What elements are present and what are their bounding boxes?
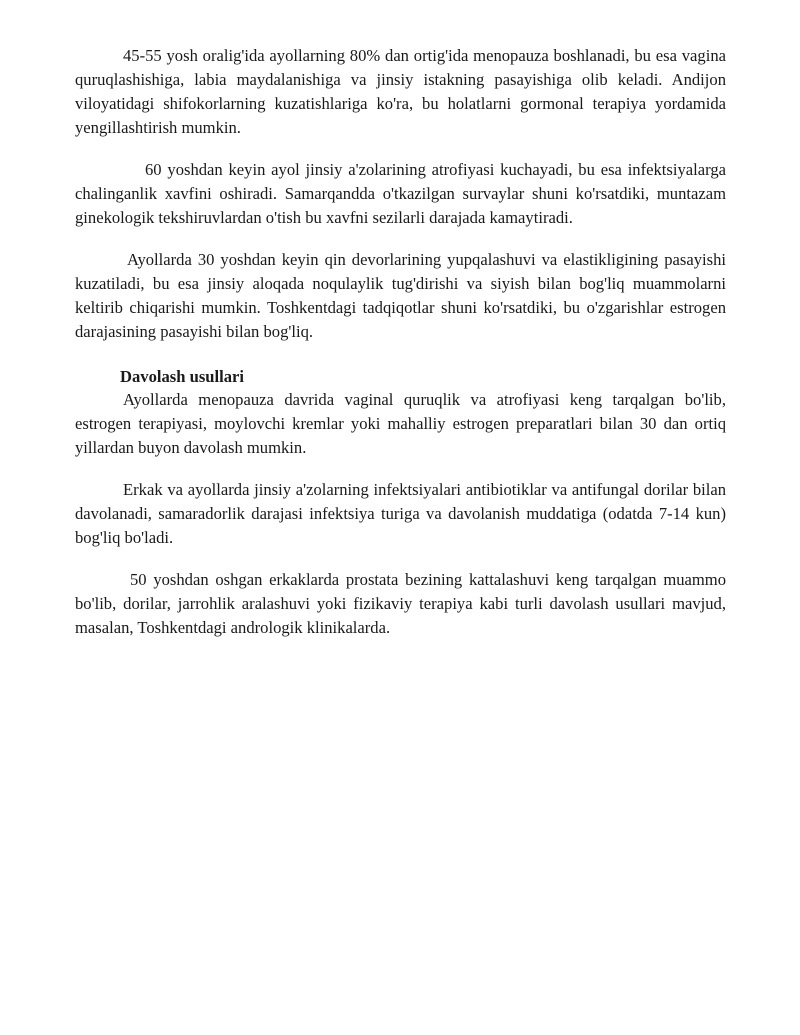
- paragraph-prostate-treatment: 50 yoshdan oshgan erkaklarda prostata bezining kattalashuvi keng tarqalgan muammo bo'lib, dorilar, jarrohlik aralashuvi yoki fizikaviy terapiya kabi turli davolash usullari mavjud, masalan, Toshkentdagi andrologik klinikalarda.: [75, 570, 726, 637]
- paragraph-estrogen-therapy: Ayollarda menopauza davrida vaginal quruqlik va atrofiyasi keng tarqalgan bo'lib, estrogen terapiyasi, moylovchi kremlar yoki mahalliy estrogen preparatlari bilan 30 dan ortiq yillardan buyon davolash mumkin.: [75, 390, 726, 457]
- section-heading-treatment: Davolash usullari: [120, 367, 245, 386]
- paragraph-infection-treatment: Erkak va ayollarda jinsiy a'zolarning infektsiyalari antibiotiklar va antifungal dorilar bilan davolanadi, samaradorlik darajasi infektsiya turiga va davolanish muddatiga (odatda 7-14 kun) bog'liq bo'ladi.: [75, 480, 726, 547]
- paragraph-atrophy-after-60: 60 yoshdan keyin ayol jinsiy a'zolarining atrofiyasi kuchayadi, bu esa infektsiyalarga chalinganlik xavfini oshiradi. Samarqandda o'tkazilgan survaylar shuni ko'rsatdiki, muntazam ginekologik tekshiruvlardan o'tish bu xavfni sezilarli darajada kamaytiradi.: [75, 160, 726, 227]
- document-body: [75, 44, 726, 640]
- paragraph-menopause-onset: 45-55 yosh oralig'ida ayollarning 80% dan ortig'ida menopauza boshlanadi, bu esa vagina quruqlashishiga, labia maydalanishiga va jinsiy istakning pasayishiga olib keladi. Andijon viloyatidagi shifokorlarning kuzatishlariga ko'ra, bu holatlarni gormonal terapiya yordamida yengillashtirish mumkin.: [75, 46, 726, 137]
- paragraph-vaginal-wall-thinning: Ayollarda 30 yoshdan keyin qin devorlarining yupqalashuvi va elastikligining pasayishi kuzatiladi, bu esa jinsiy aloqada noqulaylik tug'dirishi va siyish bilan bog'liq muammolarni keltirib chiqarishi mumkin. Toshkentdagi tadqiqotlar shuni ko'rsatdiki, bu o'zgarishlar estrogen darajasining pasayishi bilan bog'liq.: [75, 250, 726, 341]
